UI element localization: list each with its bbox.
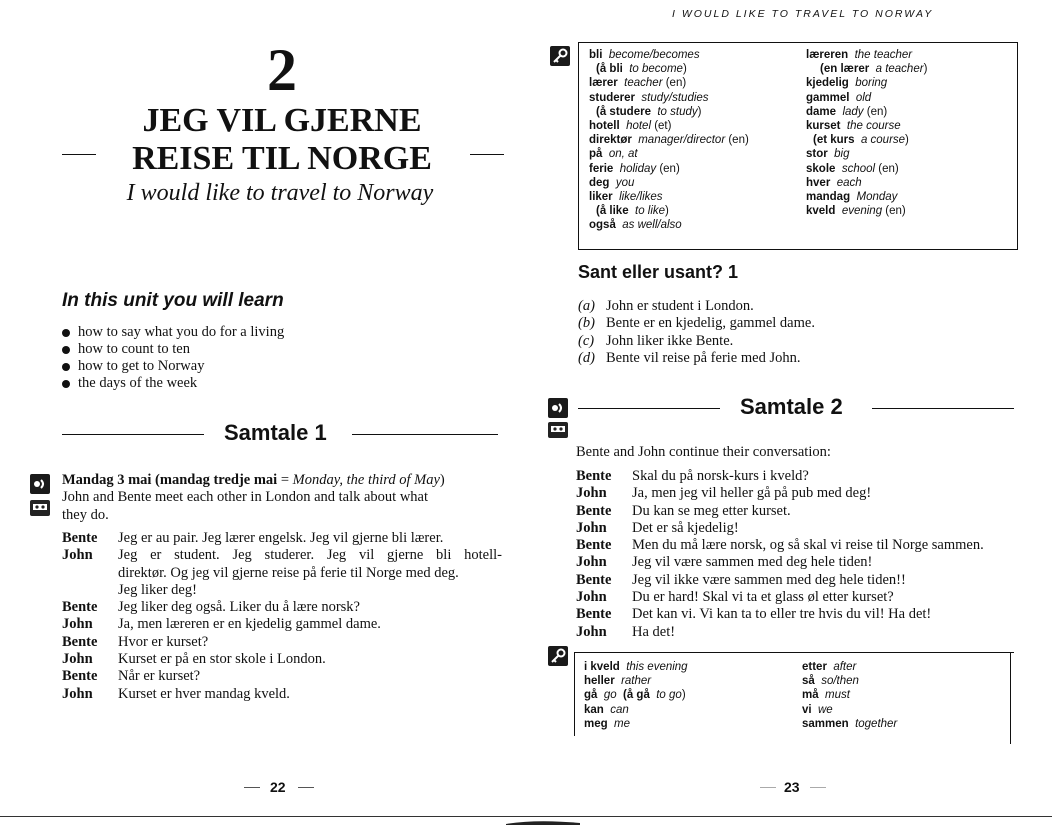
samtale2-intro: Bente and John continue their conversation:: [576, 444, 831, 460]
vocab-entry: [584, 717, 784, 731]
samtale1-intro: [62, 472, 500, 524]
vocab-meaning: school: [841, 162, 876, 175]
vocab-word: læreren: [806, 49, 849, 61]
line-text: Jeg er student. Jeg studerer. Jeg vil gjerne bli hotell-: [118, 547, 502, 564]
unit-title: [120, 102, 444, 178]
vocab-word: meg: [584, 717, 608, 730]
vocab-entry: [589, 204, 799, 218]
sant-label: (a): [578, 298, 595, 314]
vocab-entry: [802, 674, 1002, 688]
speaker: John: [576, 519, 607, 536]
vocab-meaning: after: [833, 661, 857, 673]
dialogue-line: [576, 589, 1036, 606]
key-icon: [550, 46, 570, 66]
dialogue-line: [576, 572, 1036, 589]
vocab-word: (å gå: [623, 689, 650, 702]
key-icon: [548, 646, 568, 666]
vocab-word: direktør: [589, 134, 632, 147]
vocab-entry: [806, 190, 1006, 204]
vocab-meaning: to like: [635, 205, 666, 218]
line-text: Men du må lære norsk, og så skal vi reise til Norge sammen.: [632, 537, 984, 554]
vocab-extra: ): [923, 63, 928, 76]
vocab-meaning: this evening: [626, 661, 688, 673]
vocab-meaning: me: [614, 717, 631, 730]
line-text: Skal du på norsk-kurs i kveld?: [632, 468, 809, 484]
vocab-entry: [589, 105, 799, 119]
intro-close: ): [439, 472, 445, 488]
vocab-entry: [802, 660, 1002, 674]
title-dash-left: [62, 154, 96, 155]
line-text: Jeg vil ikke være sammen med deg hele tiden!!: [632, 571, 906, 588]
vocab-word: i kveld: [584, 661, 620, 673]
dialogue-line: [62, 547, 502, 564]
page-dash: [298, 787, 314, 788]
vocab-word: liker: [589, 191, 613, 204]
line-text: Jeg liker deg også. Liker du å lære norsk?: [118, 599, 360, 616]
speaker: Bente: [576, 571, 612, 588]
speaker: [62, 582, 118, 599]
vocab-meaning: a teacher: [875, 63, 924, 76]
vocab-word: lærer: [589, 77, 618, 90]
vocab1-left: [589, 48, 799, 233]
speaker: Bente: [576, 537, 612, 554]
sant-list: [578, 298, 815, 367]
speaker: John: [62, 547, 93, 564]
line-text: direktør. Og jeg vil gjerne reise på ferie til Norge med deg.: [118, 564, 459, 581]
vocab-word: kjedelig: [806, 77, 849, 90]
samtale1-rule-left: [62, 434, 204, 435]
intro-date-english: Monday, the third of May: [292, 472, 440, 488]
vocab-extra: (en): [863, 105, 888, 118]
vocab-entry: [589, 91, 799, 105]
vocab-meaning: the course: [846, 120, 901, 133]
vocab-meaning: each: [836, 176, 862, 189]
vocab-word: heller: [584, 675, 615, 688]
vocab-entry: [806, 62, 1006, 76]
dialogue-line: [62, 565, 502, 582]
speaker: John: [576, 623, 607, 640]
dialogue-line: [576, 554, 1036, 571]
vocab-meaning: manager/director: [638, 134, 726, 147]
page-number-left: 22: [270, 779, 286, 795]
intro-line2: John and Bente meet each other in London and talk about what: [62, 489, 429, 506]
cassette-icon: [30, 500, 50, 516]
unit-number: 2: [267, 37, 297, 103]
dialogue-line: [62, 530, 502, 547]
unit-title-line1: JEG VIL GJERNE: [142, 102, 422, 139]
dialogue-line: [62, 668, 502, 685]
audio-icon: [548, 398, 568, 418]
vocab-meaning: so/then: [821, 675, 859, 688]
unit-subtitle: I would like to travel to Norway: [126, 180, 434, 206]
vocab-meaning: can: [610, 703, 629, 716]
audio-icon: [30, 474, 50, 494]
vocab-extra: (et): [651, 120, 672, 133]
vocab-entry: [589, 147, 799, 161]
speaker: Bente: [62, 530, 98, 546]
vocab-entry: [584, 688, 784, 702]
dialogue-line: [576, 606, 1036, 623]
running-head: I WOULD LIKE TO TRAVEL TO NORWAY: [672, 8, 934, 20]
vocab-entry: [806, 91, 1006, 105]
page-dash: [244, 787, 260, 788]
vocab-entry: [806, 204, 1006, 218]
title-dash-right: [470, 154, 504, 155]
dialogue-line: [62, 651, 502, 668]
vocab-meaning: go: [603, 689, 617, 702]
vocab-meaning: holiday: [619, 162, 657, 175]
line-text: Det er så kjedelig!: [632, 519, 739, 536]
dialogue-line: [576, 485, 1036, 502]
dialogue-line: [62, 582, 502, 599]
line-text: Når er kurset?: [118, 668, 201, 685]
page-dash: [810, 787, 826, 788]
vocab-word: (et kurs: [813, 134, 855, 147]
vocab-meaning: boring: [855, 77, 888, 90]
vocab-word: (en lærer: [820, 63, 870, 76]
vocab-entry: [802, 717, 1002, 731]
vocab-meaning: to study: [657, 105, 698, 118]
vocab-word: ferie: [589, 162, 614, 175]
learn-item: how to say what you do for a living: [62, 324, 284, 341]
vocab-meaning: evening: [841, 205, 883, 218]
samtale2-heading: Samtale 2: [740, 394, 843, 419]
vocab-meaning: like/likes: [619, 191, 663, 204]
vocab-meaning: we: [817, 703, 833, 716]
intro-date-norsk: Mandag 3 mai (mandag tredje mai: [62, 472, 278, 488]
vocab-entry: [806, 133, 1006, 147]
vocab-word: bli: [589, 49, 603, 61]
samtale2-rule-right: [872, 408, 1014, 409]
vocab-entry: [589, 76, 799, 90]
speaker: John: [576, 485, 607, 502]
vocab-extra: ): [665, 205, 669, 218]
vocab-entry: [584, 674, 784, 688]
vocab-word: (å studere: [596, 105, 651, 118]
line-text: Hvor er kurset?: [118, 633, 209, 650]
dialogue-line: [576, 624, 1036, 641]
line-text: Jeg liker deg!: [118, 581, 197, 598]
speaker: John: [576, 554, 607, 571]
line-text: Jeg vil være sammen med deg hele tiden!: [632, 554, 873, 571]
vocab2-left: [584, 660, 784, 731]
unit-title-line2: REISE TIL NORGE: [132, 140, 432, 177]
line-text: Du kan se meg etter kurset.: [632, 502, 791, 519]
vocab-box-2-left: [574, 652, 575, 736]
vocab-word: på: [589, 148, 603, 161]
vocab-entry: [806, 76, 1006, 90]
samtale1-rule-right: [352, 434, 498, 435]
vocab-word: gammel: [806, 91, 850, 104]
vocab-extra: ): [681, 689, 686, 702]
vocab-box-2-top: [574, 652, 1014, 653]
page-number-right: 23: [784, 779, 800, 795]
vocab-extra: (en): [882, 205, 906, 218]
dialogue-line: [576, 468, 1036, 485]
samtale1-dialogue: [62, 530, 502, 703]
dialogue-line: [62, 616, 502, 633]
speaker: John: [576, 589, 607, 606]
speaker: Bente: [576, 468, 612, 484]
vocab-entry: [584, 660, 784, 674]
line-text: Ha det!: [632, 623, 676, 640]
dialogue-line: [576, 520, 1036, 537]
vocab-word: må: [802, 689, 819, 702]
vocab-meaning: you: [615, 176, 635, 189]
line-text: Kurset er på en stor skole i London.: [118, 651, 326, 668]
vocab-entry: [806, 147, 1006, 161]
sant-text: Bente vil reise på ferie med John.: [606, 349, 801, 366]
vocab-entry: [806, 176, 1006, 190]
samtale2-dialogue: [576, 468, 1036, 641]
cassette-icon: [548, 422, 568, 438]
vocab2-right: [802, 660, 1002, 731]
vocab-meaning: together: [855, 717, 898, 730]
speaker: John: [62, 616, 93, 633]
vocab-word: gå: [584, 689, 598, 702]
vocab-entry: [806, 162, 1006, 176]
page-dash: [760, 787, 776, 788]
vocab-entry: [806, 105, 1006, 119]
learn-heading: In this unit you will learn: [62, 290, 284, 311]
vocab-meaning: Monday: [856, 191, 898, 204]
vocab-entry: [589, 162, 799, 176]
speaker: Bente: [62, 668, 98, 685]
vocab-word: studerer: [589, 91, 636, 104]
vocab-extra: (en): [662, 77, 687, 90]
speaker: Bente: [576, 606, 612, 623]
vocab-entry: [802, 703, 1002, 717]
speaker: [62, 565, 118, 582]
vocab-word: mandag: [806, 191, 851, 204]
vocab-entry: [802, 688, 1002, 702]
line-text: Ja, men læreren er en kjedelig gammel dame.: [118, 616, 381, 633]
sant-text: Bente er en kjedelig, gammel dame.: [606, 315, 815, 332]
line-text: Jeg er au pair. Jeg lærer engelsk. Jeg vil gjerne bli lærer.: [118, 530, 444, 546]
vocab-word: kan: [584, 703, 604, 716]
sant-text: John liker ikke Bente.: [606, 332, 734, 349]
vocab-extra: (en): [875, 162, 899, 175]
vocab-word: deg: [589, 176, 610, 189]
vocab-meaning: become/becomes: [608, 49, 700, 61]
speaker: John: [62, 685, 93, 702]
vocab-meaning: as well/also: [622, 219, 682, 232]
vocab-meaning: a course: [860, 134, 906, 147]
dialogue-line: [576, 503, 1036, 520]
vocab-meaning: study/studies: [641, 91, 709, 104]
sant-text: John er student i London.: [606, 298, 754, 314]
vocab-word: (å like: [596, 205, 629, 218]
vocab-extra: ): [697, 105, 702, 118]
vocab-meaning: rather: [621, 675, 652, 688]
speaker: Bente: [62, 599, 98, 616]
vocab-entry: [589, 176, 799, 190]
vocab-meaning: to go: [656, 689, 682, 702]
vocab-box-2-right: [1010, 652, 1011, 744]
vocab-meaning: hotel: [626, 120, 651, 133]
samtale2-rule-left: [578, 408, 720, 409]
sant-item: [578, 350, 815, 367]
dialogue-line: [62, 634, 502, 651]
line-text: Det kan vi. Vi kan ta to eller tre hvis du vil! Ha det!: [632, 606, 932, 623]
vocab-extra: (en): [725, 134, 749, 147]
speaker: Bente: [576, 502, 612, 519]
vocab-entry: [589, 190, 799, 204]
vocab-entry: [589, 62, 799, 76]
vocab-extra: ): [905, 134, 909, 147]
learn-item: how to count to ten: [62, 341, 284, 358]
vocab-word: kveld: [806, 205, 836, 218]
dialogue-line: [62, 599, 502, 616]
vocab-entry: [589, 218, 799, 232]
vocab-entry: [584, 703, 784, 717]
vocab-word: sammen: [802, 717, 849, 730]
dialogue-line: [576, 537, 1036, 554]
learn-item: the days of the week: [62, 375, 284, 392]
vocab-meaning: to become: [629, 63, 683, 76]
vocab-entry: [589, 48, 799, 62]
spine-shadow: [506, 812, 580, 818]
samtale1-heading: Samtale 1: [224, 420, 327, 445]
line-text: Ja, men jeg vil heller gå på pub med deg!: [632, 485, 872, 502]
vocab-entry: [806, 48, 1006, 62]
sant-item: [578, 298, 815, 315]
vocab-word: skole: [806, 162, 836, 175]
sant-label: (c): [578, 332, 595, 349]
vocab-entry: [589, 133, 799, 147]
vocab-meaning: old: [855, 91, 872, 104]
vocab-meaning: big: [834, 148, 850, 161]
line-text: Kurset er hver mandag kveld.: [118, 685, 290, 702]
sant-heading: Sant eller usant? 1: [578, 262, 739, 282]
vocab-meaning: the teacher: [854, 49, 913, 61]
vocab-word: stor: [806, 148, 828, 161]
learn-list: [62, 324, 284, 392]
vocab-word: vi: [802, 703, 812, 716]
vocab-entry: [589, 119, 799, 133]
vocab-word: hver: [806, 176, 831, 189]
vocab-meaning: teacher: [624, 77, 663, 90]
intro-equals: =: [277, 472, 293, 488]
vocab-extra: (en): [656, 162, 680, 175]
speaker: Bente: [62, 633, 98, 650]
vocab-word: kurset: [806, 120, 841, 133]
vocab-word: så: [802, 675, 815, 688]
dialogue-line: [62, 686, 502, 703]
vocab-extra: ): [682, 63, 687, 76]
vocab-word: etter: [802, 661, 827, 673]
sant-item: [578, 333, 815, 350]
intro-line3: they do.: [62, 506, 109, 523]
sant-label: (b): [578, 315, 595, 332]
vocab-meaning: on, at: [608, 148, 638, 161]
vocab-word: (å bli: [596, 63, 623, 76]
vocab-word: hotell: [589, 120, 620, 133]
sant-label: (d): [578, 349, 595, 366]
vocab-meaning: must: [825, 689, 850, 702]
sant-item: [578, 315, 815, 332]
vocab-entry: [806, 119, 1006, 133]
speaker: John: [62, 651, 93, 668]
vocab-word: også: [589, 219, 616, 232]
vocab-word: dame: [806, 105, 837, 118]
line-text: Du er hard! Skal vi ta et glass øl etter kurset?: [632, 589, 894, 606]
vocab-meaning: lady: [842, 105, 864, 118]
learn-item: how to get to Norway: [62, 358, 284, 375]
vocab1-right: [806, 48, 1006, 218]
